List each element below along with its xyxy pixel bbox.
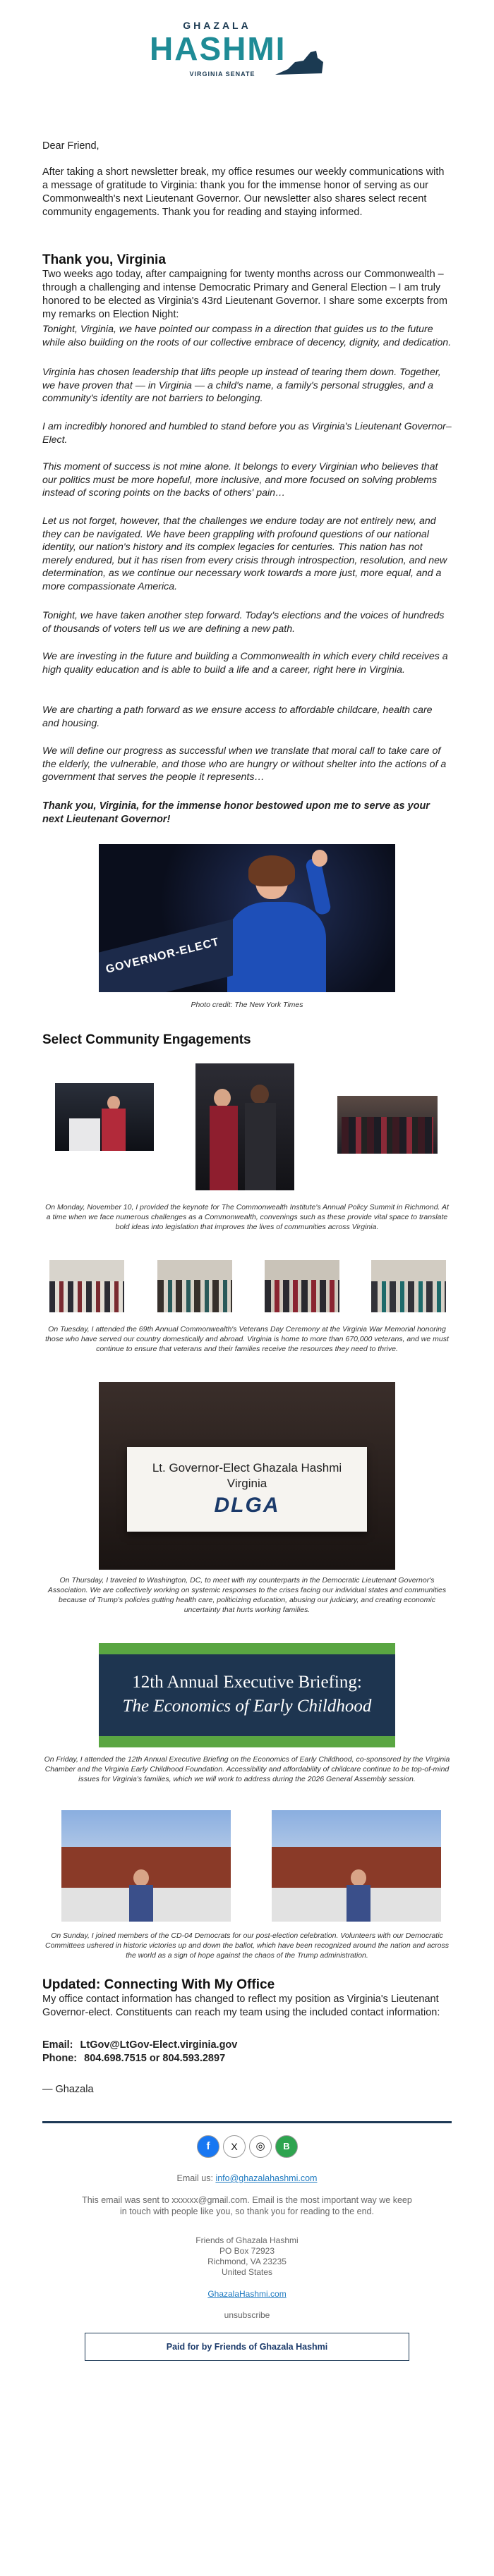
placard-state: Virginia <box>227 1477 267 1490</box>
paid-for-box <box>85 2333 409 2361</box>
x-icon[interactable]: X <box>223 2135 246 2158</box>
veterans-photo <box>371 1260 446 1312</box>
cd04-celebration-photo <box>272 1810 441 1922</box>
logo-last-name: HASHMI <box>150 30 287 67</box>
summit-photo-audience <box>337 1096 438 1154</box>
quote-paragraph: We are charting a path forward as we ensure access to affordable childcare, health care and housing. <box>42 704 433 729</box>
signoff: — Ghazala <box>42 2084 94 2095</box>
veterans-photo <box>157 1260 232 1312</box>
logo-first-name: GHAZALA <box>183 20 251 31</box>
footer-email-label: Email us: <box>176 2173 213 2183</box>
engagements-heading: Select Community Engagements <box>42 1032 251 1047</box>
engagement-caption: On Friday, I attended the 12th Annual Executive Briefing on the Economics of Early Childhood, co-sponsored by the Virginia Chamber and the Virginia Early Childhood Foundation. Accessibility and affordability of childcare continue to be top-of-mind issues for Virginia's families, which we will work to address during the 2026 General Assembly session. <box>44 1755 450 1783</box>
dlga-placard-photo <box>99 1382 395 1570</box>
contact-email-row <box>42 2039 237 2051</box>
greeting: Dear Friend, <box>42 140 100 152</box>
footer-divider <box>42 2121 452 2123</box>
quote-paragraph: We are investing in the future and building a Commonwealth in which every child receives a high quality education and is able to build a life and a career, right here in Virginia. <box>42 651 448 676</box>
org-name: Friends of Ghazala Hashmi <box>195 2235 299 2245</box>
footer-email-link[interactable]: info@ghazalahashmi.com <box>215 2173 318 2183</box>
veterans-photo <box>49 1260 124 1312</box>
veterans-photo <box>265 1260 339 1312</box>
city-state-zip: Richmond, VA 23235 <box>207 2257 287 2266</box>
paid-for-text: Paid for by Friends of Ghazala Hashmi <box>166 2342 328 2352</box>
photo-credit: Photo credit: The New York Times <box>191 1001 303 1009</box>
podium-sign-text: GOVERNOR-ELECT <box>104 936 221 976</box>
quote-paragraph: Tonight, Virginia, we have pointed our compass in a direction that guides us to the future while also building on the roots of our collective embrace of decency, dignity, and dedication. <box>42 324 452 348</box>
early-childhood-briefing-banner <box>99 1643 395 1747</box>
engagement-caption: On Thursday, I traveled to Washington, DC, to meet with my counterparts in the Democratic Lieutenant Governor's Association. We are collectively working on systemic responses to the crises facing our individual states and communities because of Trump's policies gutting health care, politicizing education, abusing our judiciary, and creating economic uncertainty that hurts working families. <box>47 1576 447 1614</box>
footer-email-line <box>42 2173 452 2183</box>
social-icons <box>197 2135 297 2158</box>
unsubscribe-link[interactable]: unsubscribe <box>224 2310 270 2320</box>
quote-paragraph: Virginia has chosen leadership that lifts people up instead of tearing them down. Together, we have proven that — in Virginia — a child's name, a family's personal struggles, and a community's identity are not barriers to belonging. <box>42 367 441 405</box>
intro-paragraph: After taking a short newsletter break, my office resumes our weekly communications with a message of gratitude to Virginia: thank you for the immense honor of serving as our Commonwealth's next Lieutenant Governor. Our newsletter also shares select recent community engagements. Thank you for reading and staying informed. <box>42 166 445 218</box>
placard-name: Lt. Governor-Elect Ghazala Hashmi <box>152 1461 342 1475</box>
cd04-celebration-photo <box>61 1810 231 1922</box>
summit-photo-podium <box>55 1083 154 1151</box>
engagement-caption: On Sunday, I joined members of the CD-04 Democrats for our post-election celebration. Volunteers with our Democratic Committees ushered in historic victories up and down the ballot, which have been recognized around the nation and across the world as a sign of hope against the chaos of the Trump administration. <box>44 1931 449 1960</box>
closing-statement: Thank you, Virginia, for the immense honor bestowed upon me to serve as your next Lieutenant Governor! <box>42 800 430 825</box>
summit-photo-group <box>195 1063 294 1190</box>
sent-notice: This email was sent to xxxxxx@gmail.com. Email is the most important way we keep in touch with people like you, so thank you for reading to the end. <box>82 2195 412 2216</box>
facebook-icon[interactable]: f <box>197 2135 219 2158</box>
thank-you-heading: Thank you, Virginia <box>42 252 166 267</box>
country: United States <box>221 2267 273 2277</box>
quote-paragraph: This moment of success is not mine alone. It belongs to every Virginian who believes that our politics must be more hopeful, more inclusive, and more focused on solving problems instead of scoring points on the backs of others' pain… <box>42 461 438 499</box>
quote-paragraph: Tonight, we have taken another step forward. Today's elections and the voices of hundreds of thousands of voters tell us we are defining a new path. <box>42 610 445 635</box>
election-night-photo <box>99 844 395 992</box>
briefing-title: 12th Annual Executive Briefing: <box>132 1673 362 1692</box>
update-heading: Updated: Connecting With My Office <box>42 1977 275 1992</box>
thank-you-lead: Two weeks ago today, after campaigning for twenty months across our Commonwealth – through a challenging and intense Democratic Primary and General Election – I am truly honored to be elected as Virginia's 43rd Lieutenant Governor. I share some excerpts from my remarks on Election Night: <box>42 269 447 320</box>
phone-value[interactable]: 804.698.7515 or 804.593.2897 <box>84 2053 226 2064</box>
mailing-address <box>42 2235 452 2278</box>
quote-paragraph: We will define our progress as successful when we translate that moral call to take care of the elderly, the vulnerable, and those who are hungry or without shelter into the actions of a government that serves the people it represents… <box>42 745 447 783</box>
bluesky-icon[interactable]: B <box>275 2135 298 2158</box>
virginia-map-icon <box>274 48 325 78</box>
engagement-caption: On Monday, November 10, I provided the keynote for The Commonwealth Institute's Annual Policy Summit in Richmond. At a time when we face numerous challenges as a Commonwealth, convenings such as these provide vital space to translate bold ideas into legislation that improves the lives of communities across Virginia. <box>45 1203 449 1231</box>
website-link[interactable]: GhazalaHashmi.com <box>207 2289 287 2299</box>
instagram-icon[interactable]: ◎ <box>249 2135 272 2158</box>
po-box: PO Box 72923 <box>219 2246 275 2256</box>
engagement-caption: On Tuesday, I attended the 69th Annual Commonwealth's Veterans Day Ceremony at the Virginia War Memorial honoring those who have served our country domestically and abroad. Virginia is home to more than 670,000 veterans, and we must continue to ensure that veterans and their families receive the resources they need to thrive. <box>45 1325 449 1353</box>
header-logo <box>150 17 346 80</box>
briefing-subtitle: The Economics of Early Childhood <box>122 1697 372 1716</box>
quote-paragraph: Let us not forget, however, that the challenges we endure today are not entirely new, and they can be navigated. We have been grappling with profound questions of our national identity, our nation's history and its complex legacies for centuries. This nation has not merely endured, but it has risen from every crisis through introspection, resolution, and new determination, as we continue our necessary work towards a more just, more equal, and a more compassionate America. <box>42 515 447 592</box>
email-value[interactable]: LtGov@LtGov-Elect.virginia.gov <box>80 2039 238 2051</box>
quote-paragraph: I am incredibly honored and humbled to stand before you as Virginia's Lieutenant Governor–Elect. <box>42 421 452 446</box>
logo-subtitle: VIRGINIA SENATE <box>189 71 255 78</box>
email-label: Email: <box>42 2039 73 2051</box>
update-body: My office contact information has changed to reflect my position as Virginia's Lieutenant Governor-elect. Constituents can reach my team using the included contact information: <box>42 1994 440 2018</box>
phone-label: Phone: <box>42 2053 78 2064</box>
contact-phone-row <box>42 2053 225 2064</box>
dlga-logo: DLGA <box>214 1494 280 1517</box>
